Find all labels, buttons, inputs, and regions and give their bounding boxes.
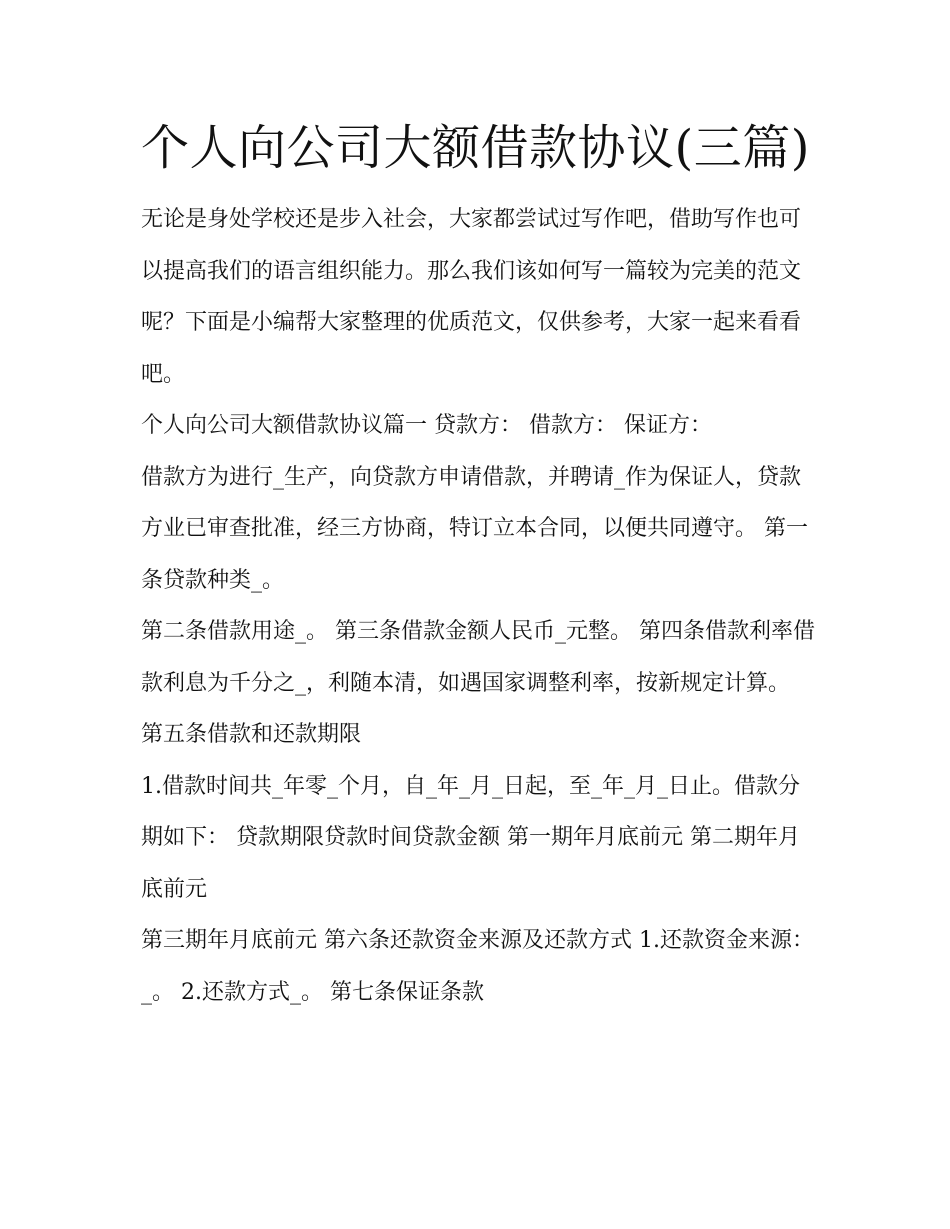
document-title: 个人向公司大额借款协议(三篇) (141, 120, 810, 176)
loan-purpose-paragraph: 借款方为进行_生产，向贷款方申请借款，并聘请_作为保证人，贷款方业已审查批准，经三方协商，特订立本合同，以便共同遵守。 第一条贷款种类_。 (141, 464, 808, 593)
document-body (141, 114, 817, 1018)
agreement-parties-paragraph: 个人向公司大额借款协议篇一 贷款方： 借款方： 保证方： (141, 413, 712, 438)
repayment-paragraph: 第三期年月底前元 第六条还款资金来源及还款方式 1.还款资金来源：_。 2.还款方式_。 第七条保证条款 (141, 928, 814, 1005)
intro-paragraph: 无论是身处学校还是步入社会，大家都尝试过写作吧，借助写作也可以提高我们的语言组织能力。那么我们该如何写一篇较为完美的范文呢？下面是小编帮大家整理的优质范文，仅供参考，大家一起来看看吧。 (141, 207, 802, 387)
loan-terms-paragraph: 第二条借款用途_。 第三条借款金额人民币_元整。 第四条借款利率借款利息为千分之_，利随本清，如遇国家调整利率，按新规定计算。 第五条借款和还款期限 (141, 619, 815, 747)
loan-period-paragraph: 1.借款时间共_年零_个月，自_年_月_日起，至_年_月_日止。借款分期如下： 贷款期限贷款时间贷款金额 第一期年月底前元 第二期年月底前元 (141, 773, 800, 902)
